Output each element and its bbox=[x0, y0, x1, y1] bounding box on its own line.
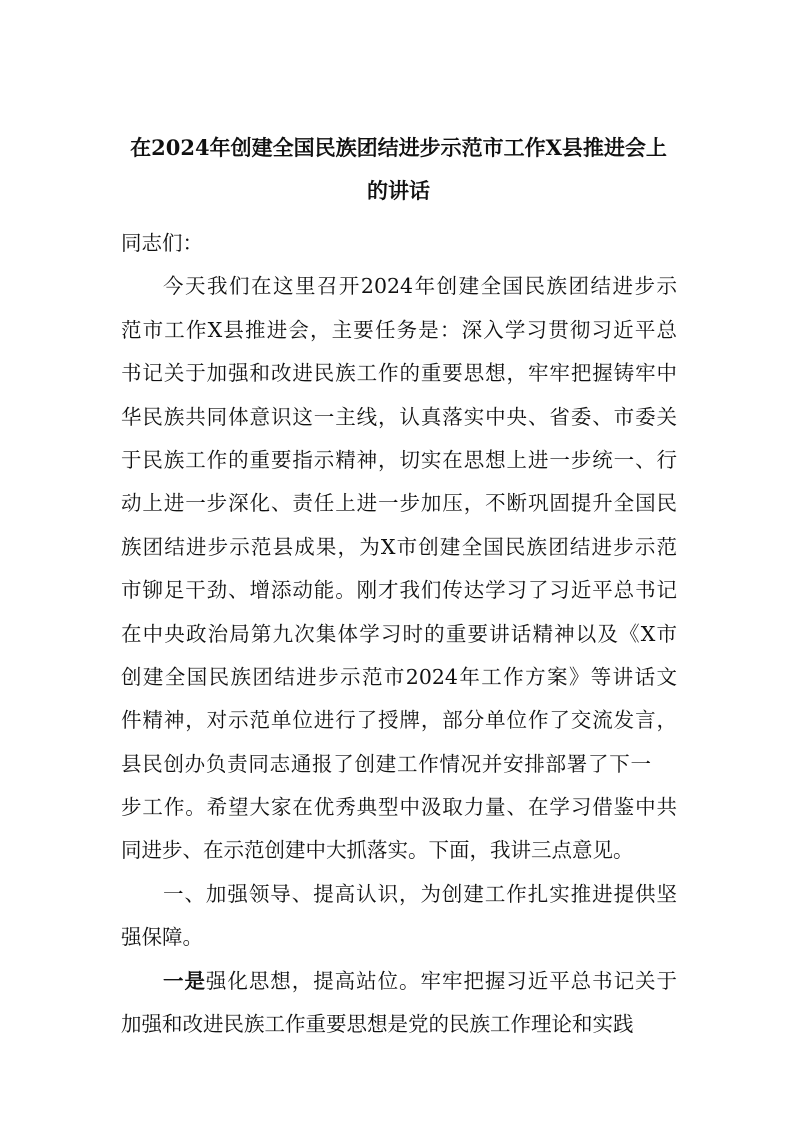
paragraph-line: 步工作。希望大家在优秀典型中汲取力量、在学习借鉴中共 bbox=[121, 795, 677, 820]
salutation: 同志们： bbox=[121, 231, 203, 255]
paragraph-line: 动上进一步深化、责任上进一步加压，不断巩固提升全国民 bbox=[121, 491, 677, 516]
paragraph-line: 族团结进步示范县成果，为X市创建全国民族团结进步示范 bbox=[121, 534, 677, 559]
document-body bbox=[121, 222, 677, 1046]
paragraph-line: 今天我们在这里召开2024年创建全国民族团结进步示 bbox=[163, 274, 677, 299]
paragraph-line: 书记关于加强和改进民族工作的重要思想，牢牢把握铸牢中 bbox=[121, 361, 677, 386]
document-title-line-1: 在2024年创建全国民族团结进步示范市工作X县推进会上 bbox=[130, 135, 667, 160]
paragraph-line: 市铆足干劲、增添动能。刚才我们传达学习了习近平总书记 bbox=[121, 578, 677, 603]
paragraph-line: 创建全国民族团结进步示范市2024年工作方案》等讲话文 bbox=[121, 664, 677, 689]
paragraph-line: 在中央政治局第九次集体学习时的重要讲话精神以及《X市 bbox=[121, 621, 677, 646]
point-one-line: 加强和改进民族工作重要思想是党的民族工作理论和实践 bbox=[121, 1012, 634, 1037]
paragraph-line: 同进步、在示范创建中大抓落实。下面，我讲三点意见。 bbox=[121, 838, 634, 863]
point-text: 强化思想，提高站位。牢牢把握习近平总书记关于 bbox=[205, 968, 677, 993]
point-one-line bbox=[121, 960, 677, 1003]
paragraph-line: 华民族共同体意识这一主线，认真落实中央、省委、市委关 bbox=[121, 404, 677, 429]
paragraph-line: 范市工作X县推进会，主要任务是：深入学习贯彻习近平总 bbox=[121, 317, 677, 342]
section-heading-line: 一、加强领导、提高认识，为创建工作扎实推进提供坚 bbox=[163, 881, 677, 906]
document-title-line-2: 的讲话 bbox=[367, 178, 430, 203]
paragraph-line: 件精神，对示范单位进行了授牌，部分单位作了交流发言， bbox=[121, 708, 677, 733]
point-lead: 一是 bbox=[163, 968, 206, 993]
paragraph-line: 县民创办负责同志通报了创建工作情况并安排部署了下一 bbox=[121, 751, 651, 776]
section-heading-line: 强保障。 bbox=[121, 925, 203, 950]
paragraph-line: 于民族工作的重要指示精神，切实在思想上进一步统一、行 bbox=[121, 447, 677, 472]
